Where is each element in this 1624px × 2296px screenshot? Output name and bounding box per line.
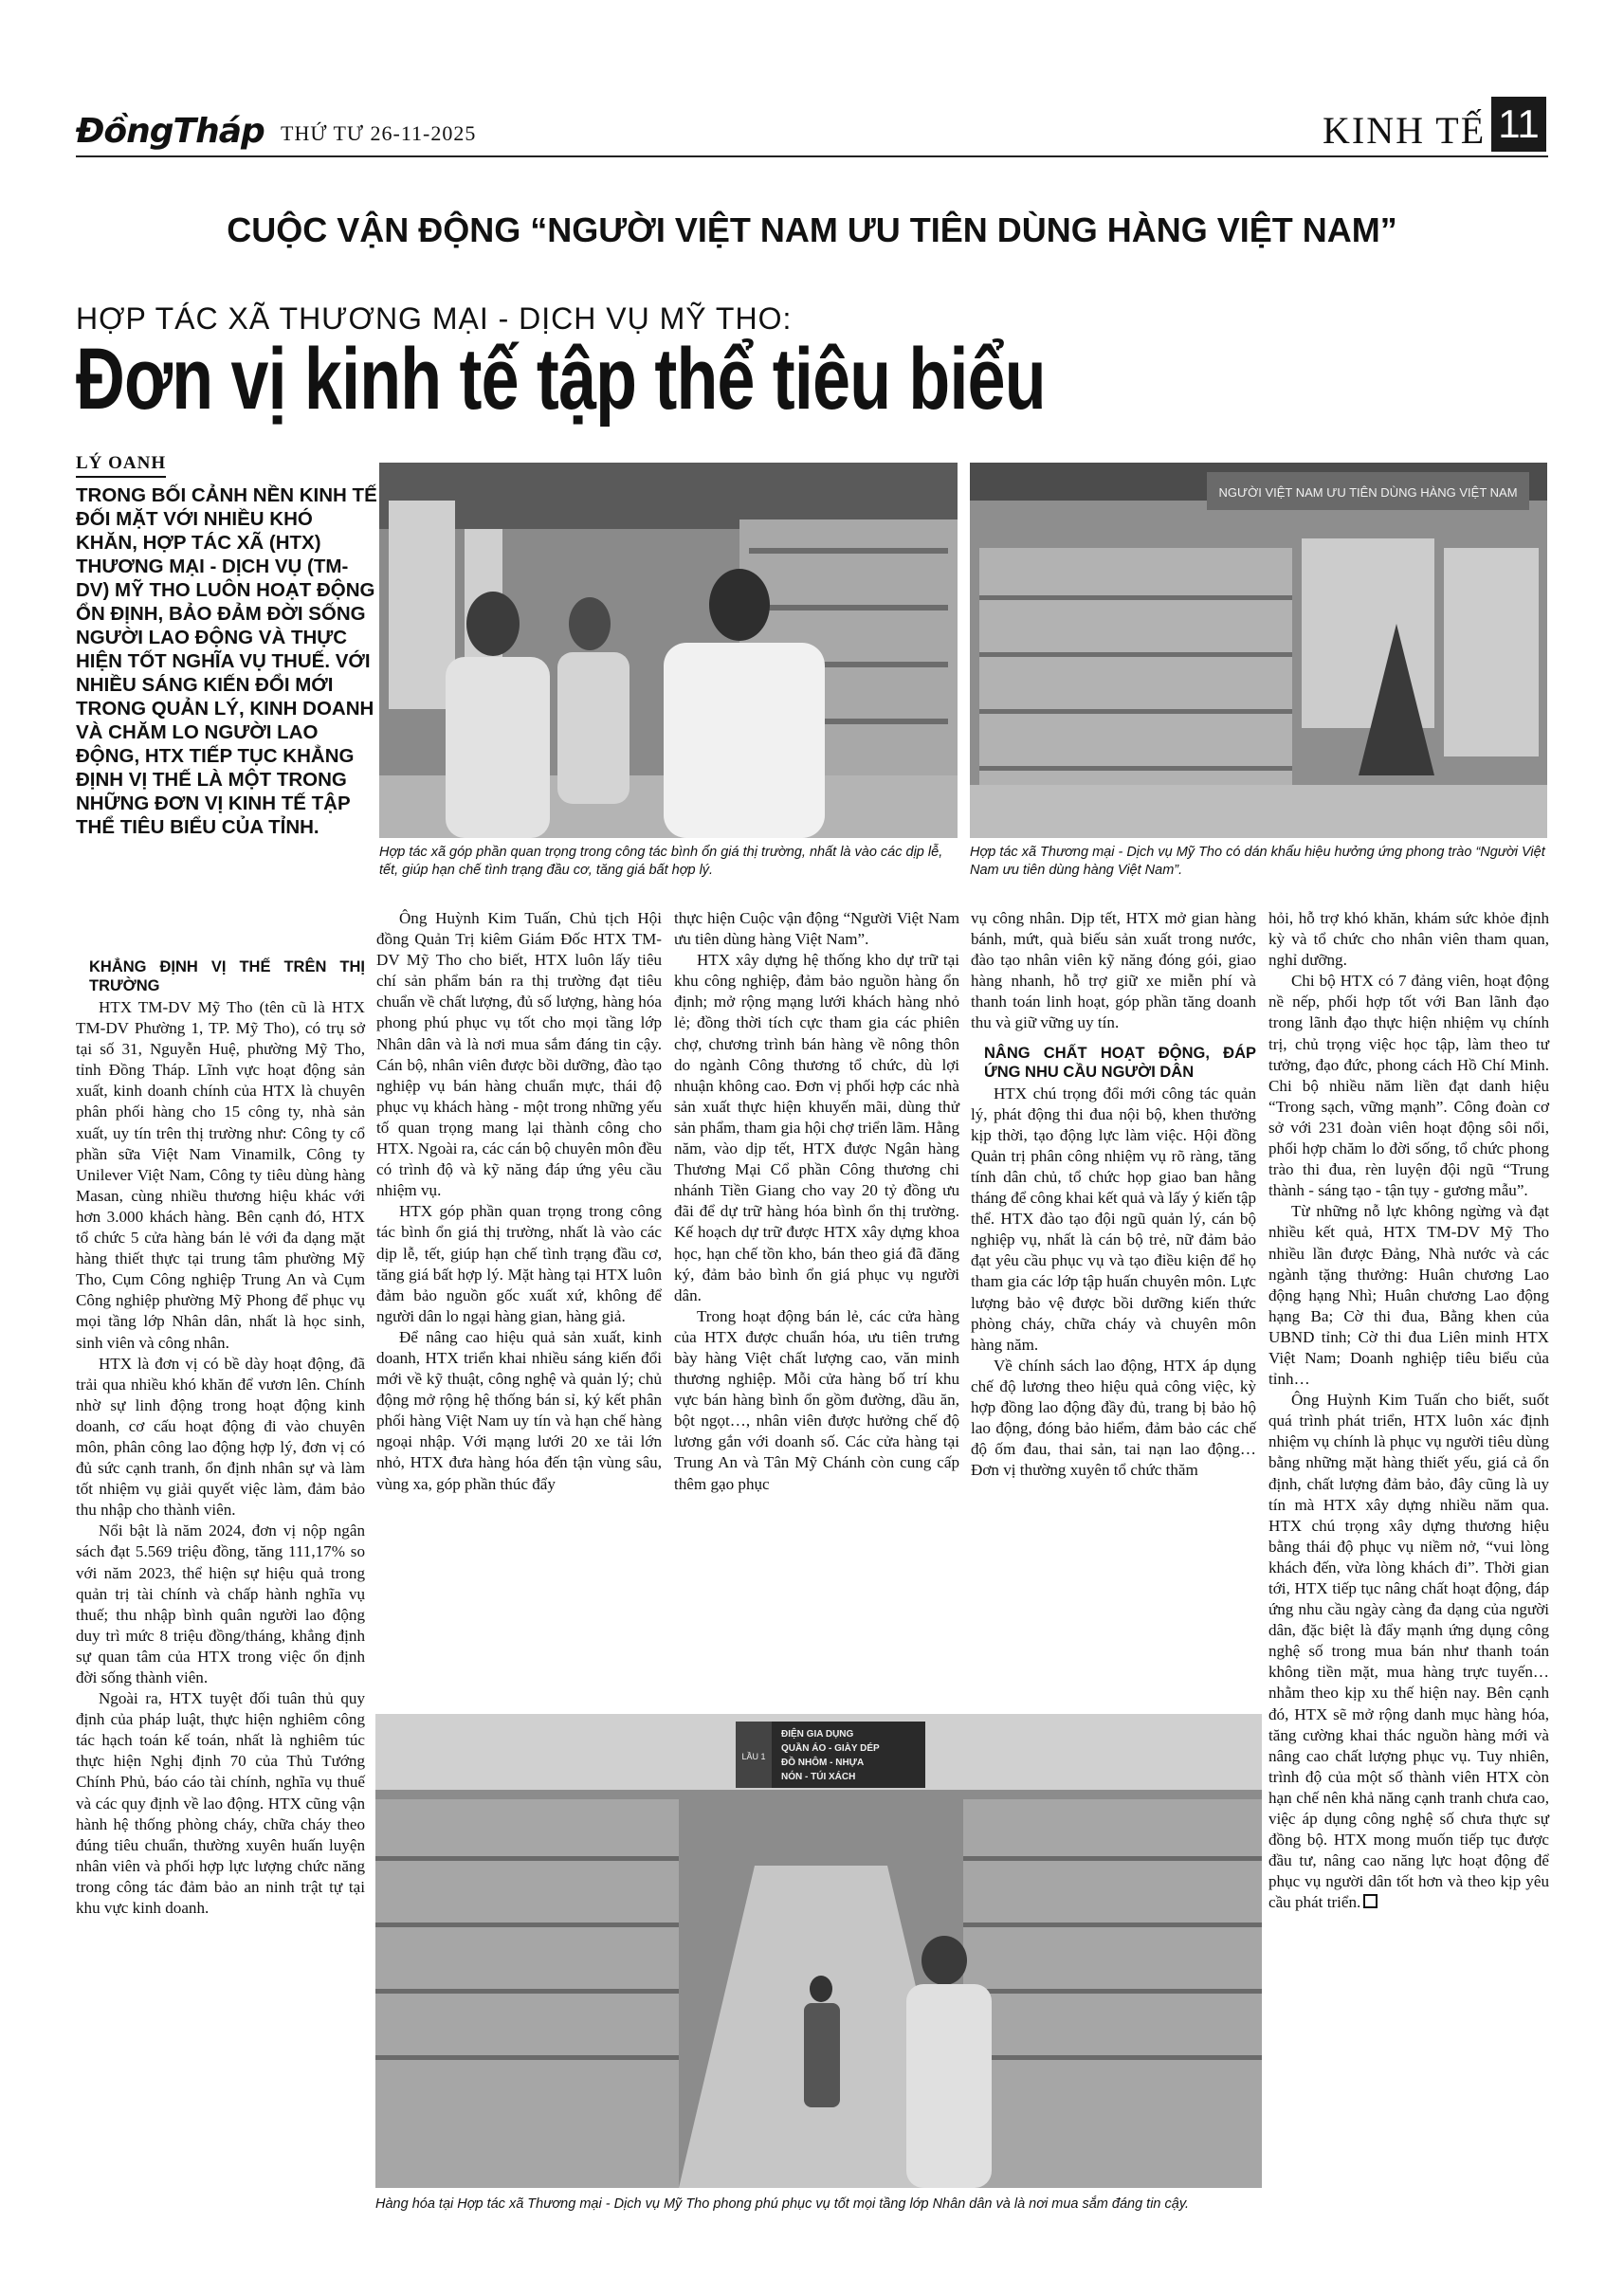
page-number: 11 [1491, 97, 1546, 152]
sign-line-3: ĐỒ NHÔM - NHỰA [781, 1758, 865, 1768]
paragraph: HTX chú trọng đổi mới công tác quản lý, phát động thi đua nội bộ, khen thưởng kịp thời, tạo động lực làm việc. Hội đồng Quản trị phân công nhiệm vụ rõ ràng, tăng tính dân chủ, tổ chức họp giao ban hằng tháng để công khai kết quả và lấy ý kiến tập thể. HTX đào tạo đội ngũ quản lý, cán bộ nghiệp vụ, nhất là cán bộ trẻ, nữ đảm bảo đạt yêu cầu phục vụ và tạo điều kiện để họ tham gia các lớp tập huấn chuyên môn. Lực lượng bảo vệ được bồi dưỡng kiến thức phòng cháy, chữa cháy và chuyên môn hàng năm. [971, 1084, 1256, 1354]
paragraph: Từ những nỗ lực không ngừng và đạt nhiều kết quả, HTX TM-DV Mỹ Tho nhiều lần được Đảng, Nhà nước và các ngành tặng thưởng: Huân chương Lao động hạng Nhì; Huân chương Lao động hạng Ba; Cờ thi đua, Bằng khen của UBND tỉnh; Cờ thi đua Liên minh HTX Việt Nam; Doanh nghiệp tiêu biểu của tỉnh… [1268, 1202, 1549, 1389]
sign-line-1: ĐIỆN GIA DỤNG [781, 1729, 854, 1740]
paragraph: HTX TM-DV Mỹ Tho (tên cũ là HTX TM-DV Phường 1, TP. Mỹ Tho), có trụ sở tại số 31, Nguyễn Huệ, phường Mỹ Tho, tỉnh Đồng Tháp. Lĩnh vực hoạt động sản xuất, kinh doanh chính của HTX là chuyên phân phối hàng cho 15 công ty, nhà sản xuất, uy tín trên thị trường như: Công ty cổ phần sữa Việt Nam Vinamilk, Công ty Unilever Việt Nam, Công ty tiêu dùng hàng Masan, cùng nhiều thương hiệu khác với hơn 3.000 khách hàng. Bên cạnh đó, HTX tổ chức 5 cửa hàng bán lẻ với đa dạng mặt hàng thiết thực tại trung tâm phường Mỹ Tho, Cụm Công nghiệp Trung An và Cụm Công nghiệp phường Mỹ Phong để phục vụ mọi tầng lớp Nhân dân, nhất là học sinh, sinh viên và công nhân. [76, 998, 365, 1352]
paragraph: hỏi, hỗ trợ khó khăn, khám sức khỏe định kỳ và tổ chức cho nhân viên tham quan, nghỉ dưỡng. [1268, 909, 1549, 970]
article-column-1 [76, 948, 365, 1919]
paragraph: Về chính sách lao động, HTX áp dụng chế độ lương theo hiệu quả công việc, kỳ hợp đồng lao động đầy đủ, trang bị bảo hộ lao động, đóng bảo hiểm, đảm bảo các chế độ ốm đau, thai sản, tai nạn lao động… Đơn vị thường xuyên tổ chức thăm [971, 1356, 1256, 1480]
paragraph: Ông Huỳnh Kim Tuấn, Chủ tịch Hội đồng Quản Trị kiêm Giám Đốc HTX TM-DV Mỹ Tho cho biết, HTX luôn lấy tiêu chí sản phẩm bán ra thị trường đạt tiêu chuẩn về chất lượng, đủ số lượng, hàng hóa phong phú phục vụ tốt cho mọi tầng lớp Nhân dân và là nơi mua sắm đáng tin cậy. Cán bộ, nhân viên được bồi dưỡng, đào tạo nghiệp vụ bán hàng chuẩn mực, thái độ phục vụ khách hàng - một trong những yếu tố quan trọng mang lại thành công cho HTX. Ngoài ra, các cán bộ chuyên môn đều có trình độ và kỹ năng đáp ứng yêu cầu nhiệm vụ. [376, 909, 662, 1200]
subhead-upgrade-operations: NÂNG CHẤT HOẠT ĐỘNG, ĐÁP ỨNG NHU CẦU NGƯỜI DÂN [984, 1044, 1256, 1081]
article-column-2 [376, 908, 662, 1495]
article-column-3 [674, 908, 959, 1495]
paragraph: vụ công nhân. Dịp tết, HTX mở gian hàng bánh, mứt, quà biếu sản xuất trong nước, đào tạo nhân viên kỹ năng đóng gói, giao hàng nhanh, hỗ trợ giữ xe miễn phí và thanh toán linh hoạt, góp phần tăng doanh thu và giữ vững uy tín. [971, 909, 1256, 1032]
paragraph: Để nâng cao hiệu quả sản xuất, kinh doanh, HTX triển khai nhiều sáng kiến đổi mới về kỹ thuật, công nghệ và quản lý; chủ động mở rộng hệ thống bán sỉ, ký kết phân phối hàng Việt Nam uy tín và hạn chế hàng ngoại nhập. Với mạng lưới 20 xe tải lớn nhỏ, HTX đưa hàng hóa đến tận vùng sâu, vùng xa, góp phần thúc đẩy [376, 1327, 662, 1493]
photo-caption-1: Hợp tác xã góp phần quan trọng trong công tác bình ổn giá thị trường, nhất là vào các dịp lễ, tết, giúp hạn chế tình trạng đầu cơ, tăng giá bất hợp lý. [379, 845, 943, 878]
header-divider [76, 155, 1548, 157]
section-name: KINH TẾ [1323, 109, 1487, 152]
subhead-market-position: KHẲNG ĐỊNH VỊ THẾ TRÊN THỊ TRƯỜNG [89, 958, 365, 994]
paragraph: HTX xây dựng hệ thống kho dự trữ tại khu công nghiệp, đảm bảo nguồn hàng ổn định; mở rộng mạng lưới khách hàng nhỏ lẻ; đồng thời tích cực tham gia các phiên chợ, chương trình bán hàng về nông thôn do ngành Công thương tổ chức, dù lợi nhuận không cao. Đơn vị phối hợp các nhà sản xuất thực hiện khuyến mãi, dùng thử sản phẩm, tham gia hội chợ triển lãm. Hằng năm, vào dịp tết, HTX được Ngân hàng Thương Mại Cổ phần Công thương chi nhánh Tiền Giang cho vay 20 tỷ đồng ưu đãi để dự trữ hàng hóa bình ổn thị trường. Kế hoạch dự trữ được HTX xây dựng khoa học, hạn chế tồn kho, bán theo giá đã đăng ký, đảm bảo bình ổn giá phục vụ người dân. [674, 951, 959, 1304]
paragraph [1268, 1390, 1549, 1913]
paragraph: Trong hoạt động bán lẻ, các cửa hàng của HTX được chuẩn hóa, ưu tiên trưng bày hàng Việt chất lượng cao, văn minh thương nghiệp. Mỗi cửa hàng bố trí khu vực bán hàng bình ổn gồm đường, dầu ăn, bột ngọt…, nhân viên được hưởng chế độ lương gắn với doanh số. Các cửa hàng tại Trung An và Tân Mỹ Chánh còn cung cấp thêm gạo phục [674, 1306, 959, 1493]
sign-line-4: NÓN - TÚI XÁCH [781, 1772, 856, 1782]
article-headline: Đơn vị kinh tế tập thể tiêu biểu [76, 331, 1046, 428]
article-column-4 [971, 908, 1256, 1481]
campaign-title: CUỘC VẬN ĐỘNG “NGƯỜI VIỆT NAM ƯU TIÊN DÙNG HÀNG VIỆT NAM” [227, 210, 1397, 249]
issue-date: THỨ TƯ 26-11-2025 [281, 121, 477, 145]
paragraph: HTX góp phần quan trọng trong công tác bình ổn giá thị trường, nhất là vào các dịp lễ, tết, giúp hạn chế tình trạng đầu cơ, tăng giá bất hợp lý. Mặt hàng tại HTX luôn đảm bảo nguồn gốc xuất xứ, không để người dân lo ngại hàng gian, hàng giả. [376, 1202, 662, 1325]
article-kicker: HỢP TÁC XÃ THƯƠNG MẠI - DỊCH VỤ MỸ THO: [76, 301, 793, 336]
photo-store-banner [970, 463, 1547, 838]
paragraph-text: Ông Huỳnh Kim Tuấn cho biết, suốt quá trình phát triển, HTX luôn xác định nhiệm vụ chính là phục vụ người tiêu dùng bằng những mặt hàng thiết yếu, giá cả ổn định, chất lượng đảm bảo, đây cũng là uy tín mà HTX xây dựng nhiều năm qua. HTX chú trọng xây dựng thương hiệu bằng thái độ phục vụ niềm nở, “vui lòng khách đến, vừa lòng khách đi”. Thời gian tới, HTX tiếp tục nâng chất hoạt động, đáp ứng nhu cầu ngày càng đa dạng của người dân, đặc biệt là đẩy mạnh ứng dụng công nghệ số trong mua bán như thanh toán không tiền mặt, mua hàng trực tuyến… nhằm theo kịp xu thế hiện nay. Bên cạnh đó, HTX sẽ mở rộng danh mục hàng hóa, tăng cường khai thác nguồn hàng mới và nâng cao chất lượng phục vụ. Tuy nhiên, trình độ của một số thành viên HTX còn hạn chế nên khả năng cạnh tranh chưa cao, việc áp dụng công nghệ số chưa thực sự đồng bộ. HTX mong muốn tiếp tục được đầu tư, nâng cao năng lực hoạt động để phục vụ người dân tốt hơn và theo kịp yêu cầu phát triển. [1268, 1391, 1549, 1912]
article-column-5 [1268, 908, 1549, 1914]
paragraph: thực hiện Cuộc vận động “Người Việt Nam ưu tiên dùng hàng Việt Nam”. [674, 909, 959, 949]
paragraph: Ngoài ra, HTX tuyệt đối tuân thủ quy định của pháp luật, thực hiện nghiêm công tác hạch toán kế toán, nhất là nghiêm túc thực hiện Nghị định 70 của Thủ Tướng Chính Phủ, báo cáo tài chính, nghĩa vụ thuế và các quy định về lao động. HTX cũng vận hành hệ thống phòng cháy, chữa cháy theo đúng tiêu chuẩn, thường xuyên huấn luyện nhân viên và phối hợp lực lượng chức năng trong công tác đảm bảo an ninh trật tự tại khu vực kinh doanh. [76, 1689, 365, 1918]
photo-store-aisle [375, 1714, 1262, 2188]
photo-store-meeting [379, 463, 958, 838]
article-lead: TRONG BỐI CẢNH NỀN KINH TẾ ĐỐI MẶT VỚI NHIỀU KHÓ KHĂN, HỢP TÁC XÃ (HTX) THƯƠNG MẠI - DỊCH VỤ (TM-DV) MỸ THO LUÔN HOẠT ĐỘNG ỔN ĐỊNH, BẢO ĐẢM ĐỜI SỐNG NGƯỜI LAO ĐỘNG VÀ THỰC HIỆN TỐT NGHĨA VỤ THUẾ. VỚI NHIỀU SÁNG KIẾN ĐỔI MỚI TRONG QUẢN LÝ, KINH DOANH VÀ CHĂM LO NGƯỜI LAO ĐỘNG, HTX TIẾP TỤC KHẲNG ĐỊNH VỊ THẾ LÀ MỘT TRONG NHỮNG ĐƠN VỊ KINH TẾ TẬP THỂ TIÊU BIỂU CỦA TỈNH. [76, 484, 377, 838]
paragraph: HTX là đơn vị có bề dày hoạt động, đã trải qua nhiều khó khăn để vươn lên. Chính nhờ sự linh động trong hoạt động kinh doanh, cơ cấu hoạt động đi vào chuyên môn, phân công lao động hợp lý, đơn vị có đủ sức cạnh tranh, ổn định nhân sự và làm tốt nhiệm vụ giải quyết việc làm, đảm bảo thu nhập cho thành viên. [76, 1354, 365, 1520]
sign-line-2: QUẦN ÁO - GIÀY DÉP [781, 1743, 880, 1754]
paragraph: Chi bộ HTX có 7 đảng viên, hoạt động nề nếp, phối hợp tốt với Ban lãnh đạo trong lãnh đạo thực hiện nhiệm vụ chính trị, chủ trọng việc học tập, làm theo tư tưởng, đạo đức, phong cách Hồ Chí Minh. Chi bộ nhiều năm liền đạt danh hiệu “Trong sạch, vững mạnh”. Công đoàn cơ sở với 231 đoàn viên hoạt động sôi nổi, phối hợp chăm lo đời sống, tổ chức phong trào thi đua, rèn luyện đội ngũ “Trung thành - sáng tạo - tận tụy - gương mẫu”. [1268, 972, 1549, 1200]
end-of-article-icon [1363, 1894, 1378, 1908]
store-banner-text: NGƯỜI VIỆT NAM ƯU TIÊN DÙNG HÀNG VIỆT NAM [1218, 485, 1518, 500]
photo-caption-3: Hàng hóa tại Hợp tác xã Thương mại - Dịch vụ Mỹ Tho phong phú phục vụ tốt mọi tầng lớp Nhân dân và là nơi mua sắm đáng tin cậy. [375, 2196, 1190, 2212]
photo-caption-2: Hợp tác xã Thương mại - Dịch vụ Mỹ Tho có dán khẩu hiệu hưởng ứng phong trào “Người Việt Nam ưu tiên dùng hàng Việt Nam”. [970, 845, 1545, 878]
paragraph: Nổi bật là năm 2024, đơn vị nộp ngân sách đạt 5.569 triệu đồng, tăng 111,17% so với năm 2023, thể hiện sự hiệu quả trong quản trị tài chính và chấp hành nghĩa vụ thuế; thu nhập bình quân người lao động duy trì mức 8 triệu đồng/tháng, khẳng định sự quan tâm của HTX trong việc ổn định đời sống thành viên. [76, 1522, 365, 1686]
sign-floor: LẦU 1 [741, 1752, 766, 1761]
masthead-logo: ĐồngTháp [76, 112, 265, 151]
byline: LÝ OANH [76, 453, 166, 478]
